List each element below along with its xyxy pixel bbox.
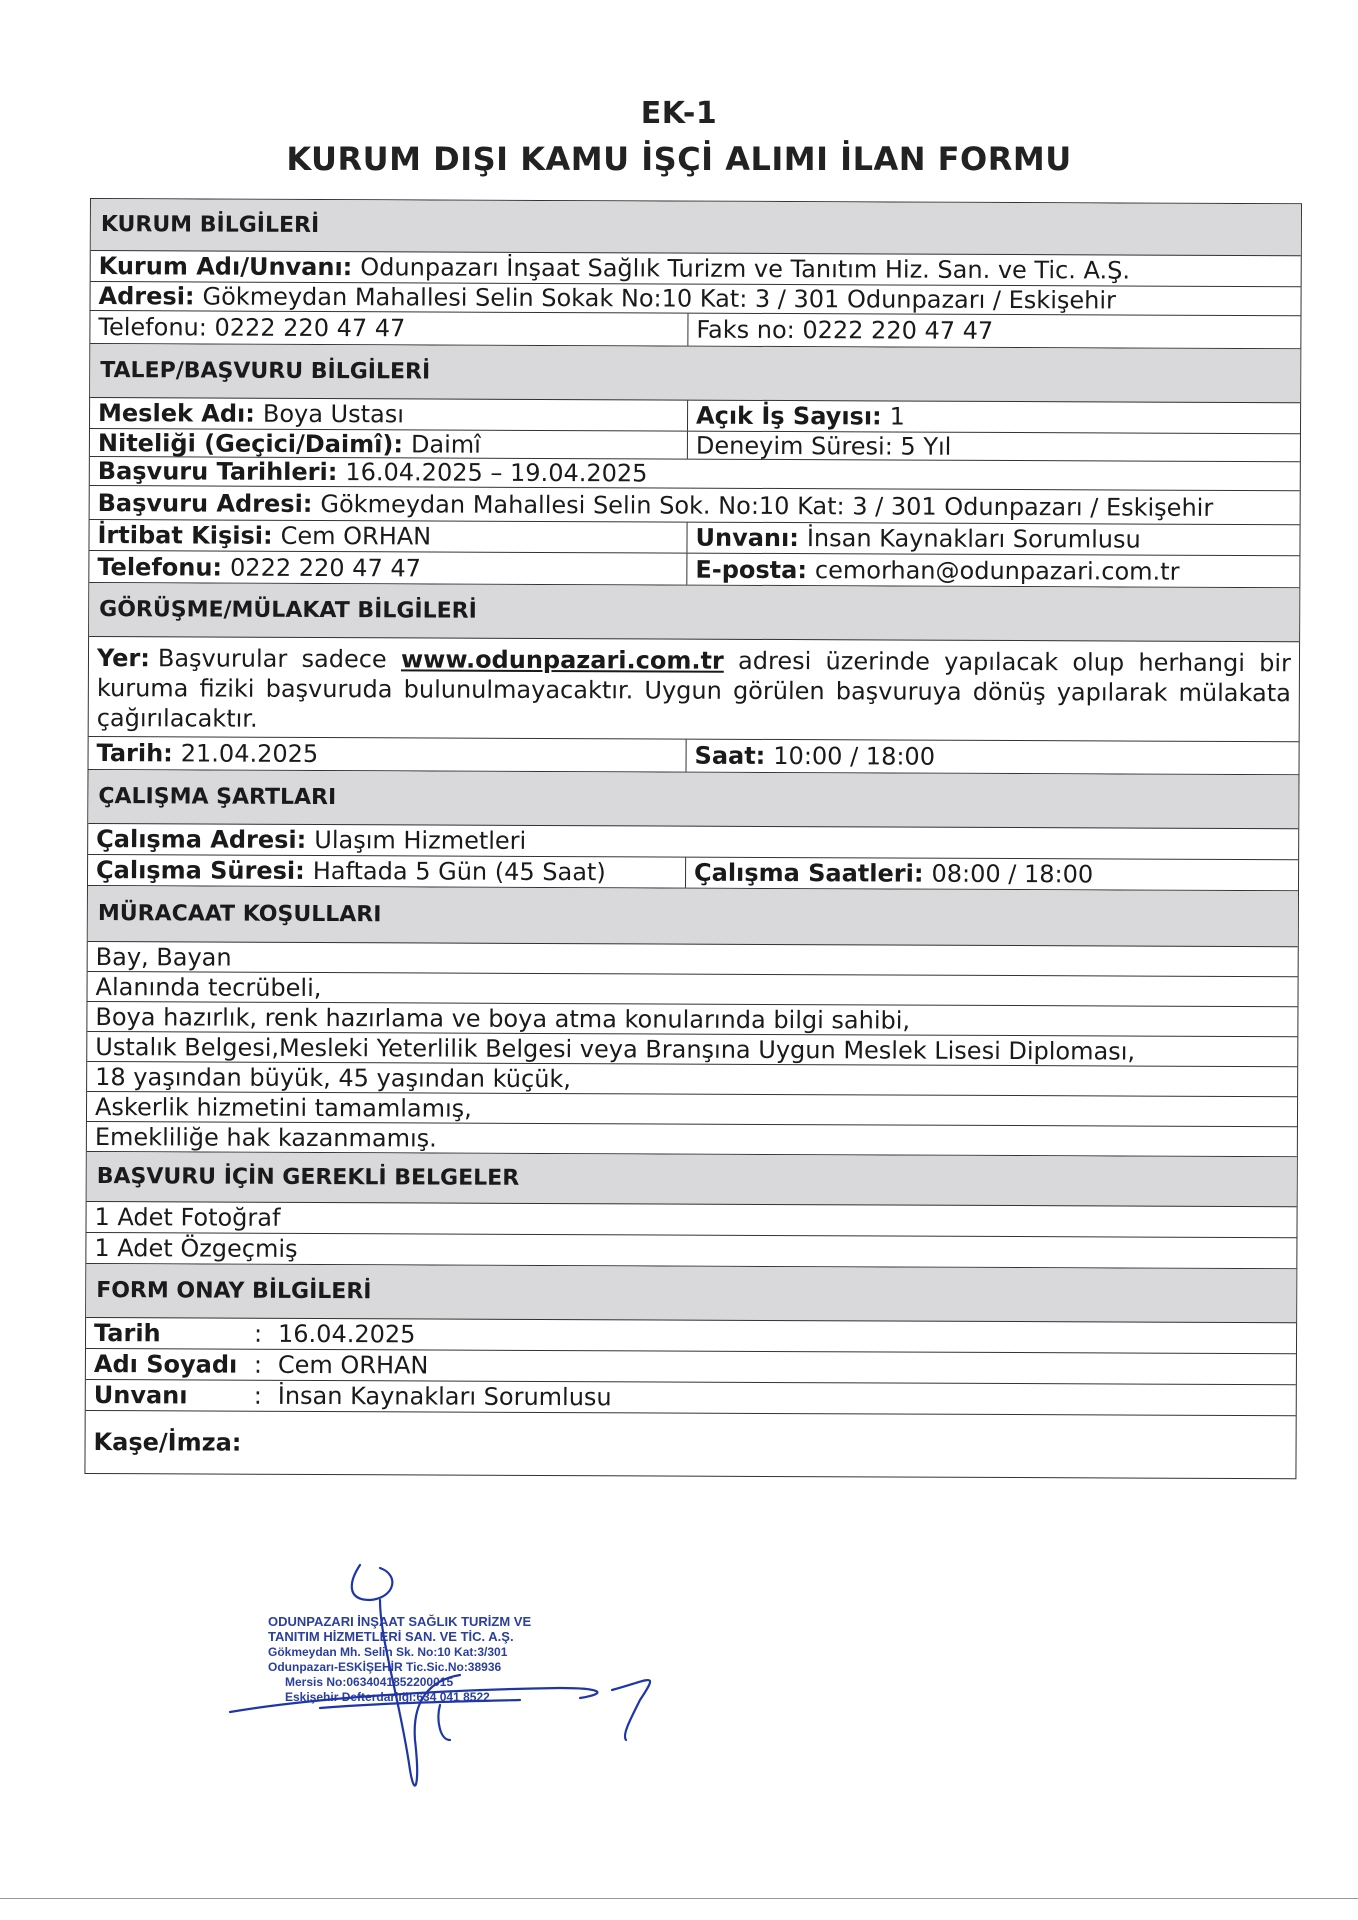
row-mulakat-tarih-saat bbox=[89, 737, 1299, 775]
mulakat-tarih-label: Tarih: bbox=[96, 739, 173, 768]
kurum-name-value: Odunpazarı İnşaat Sağlık Turizm ve Tanıtım Hiz. San. ve Tic. A.Ş. bbox=[360, 253, 1131, 285]
condition-text: 18 yaşından büyük, 45 yaşından küçük, bbox=[95, 1062, 572, 1093]
document-text: 1 Adet Özgeçmiş bbox=[94, 1234, 298, 1263]
calisma-saat-value: 08:00 / 18:00 bbox=[931, 859, 1094, 889]
irtibat-label: İrtibat Kişisi: bbox=[97, 521, 273, 550]
onay-unvan-value: İnsan Kaynakları Sorumlusu bbox=[277, 1381, 612, 1412]
section-calisma: ÇALIŞMA ŞARTLARI bbox=[88, 770, 1298, 829]
calisma-saat-label: Çalışma Saatleri: bbox=[694, 858, 924, 888]
section-belgeler: BAŞVURU İÇİN GEREKLİ BELGELER bbox=[87, 1152, 1297, 1207]
section-gorusme: GÖRÜŞME/MÜLAKAT BİLGİLERİ bbox=[89, 583, 1299, 642]
condition-text: Askerlik hizmetini tamamlamış, bbox=[94, 1092, 472, 1123]
telefon-value: 0222 220 47 47 bbox=[230, 553, 421, 582]
onay-unvan-label: Unvanı bbox=[93, 1381, 188, 1410]
section-onay: FORM ONAY BİLGİLERİ bbox=[86, 1264, 1296, 1323]
nitelik-label: Niteliği (Geçici/Daimî): bbox=[97, 429, 404, 458]
unvan-label: Unvanı: bbox=[695, 523, 799, 553]
basvuru-adres-value: Gökmeydan Mahallesi Selin Sok. No:10 Kat: 3 / 301 Odunpazarı / Eskişehir bbox=[320, 489, 1214, 522]
eposta-label: E-posta: bbox=[695, 555, 808, 584]
section-talep: TALEP/BAŞVURU BİLGİLERİ bbox=[90, 344, 1300, 403]
kurum-fax: Faks no: 0222 220 47 47 bbox=[696, 315, 994, 345]
meslek-value: Boya Ustası bbox=[262, 399, 405, 429]
document-text: 1 Adet Fotoğraf bbox=[94, 1203, 281, 1232]
form-code: EK-1 bbox=[640, 96, 718, 131]
onay-ad-label: Adı Soyadı bbox=[93, 1350, 238, 1379]
unvan-value: İnsan Kaynakları Sorumlusu bbox=[806, 524, 1141, 554]
calisma-adres-value: Ulaşım Hizmetleri bbox=[314, 825, 527, 855]
acik-is-label: Açık İş Sayısı: bbox=[695, 401, 882, 431]
row-kurum-phone-fax bbox=[90, 311, 1300, 349]
stamp-line-4: Odunpazarı-ESKİŞEHİR Tic.Sic.No:38936 bbox=[268, 1660, 502, 1674]
stamp-line-2: TANITIM HİZMETLERİ SAN. VE TİC. A.Ş. bbox=[268, 1629, 514, 1644]
yer-text-start: Başvurular sadece bbox=[157, 644, 387, 674]
condition-text: Ustalık Belgesi,Mesleki Yeterlilik Belgesi veya Branşına Uygun Meslek Lisesi Diploması, bbox=[95, 1032, 1136, 1066]
page-bottom-divider bbox=[0, 1898, 1358, 1899]
row-yer bbox=[89, 637, 1299, 742]
irtibat-value: Cem ORHAN bbox=[280, 521, 432, 551]
onay-ad-colon: : bbox=[253, 1350, 263, 1379]
section-muracaat: MÜRACAAT KOŞULLARI bbox=[88, 886, 1298, 947]
onay-tarih-colon: : bbox=[253, 1319, 263, 1348]
onay-unvan-colon: : bbox=[253, 1381, 262, 1410]
stamp-line-1: ODUNPAZARI İNŞAAT SAĞLIK TURİZM VE bbox=[268, 1614, 532, 1629]
row-kase-imza bbox=[85, 1411, 1295, 1478]
row-telefon-eposta bbox=[89, 551, 1299, 588]
eposta-value: cemorhan@odunpazari.com.tr bbox=[814, 555, 1180, 586]
kase-imza-area bbox=[285, 1412, 1295, 1478]
condition-text: Emekliliğe hak kazanmamış. bbox=[94, 1122, 437, 1153]
condition-text: Boya hazırlık, renk hazırlama ve boya atma konularında bilgi sahibi, bbox=[95, 1002, 911, 1035]
mulakat-tarih-value: 21.04.2025 bbox=[180, 739, 319, 769]
website-link[interactable]: www.odunpazari.com.tr bbox=[400, 645, 724, 675]
deneyim-value: Deneyim Süresi: 5 Yıl bbox=[695, 431, 952, 461]
kurum-address-value: Gökmeydan Mahallesi Selin Sokak No:10 Kat: 3 / 301 Odunpazarı / Eskişehir bbox=[202, 282, 1116, 315]
form-title: KURUM DIŞI KAMU İŞÇİ ALIMI İLAN FORMU bbox=[286, 140, 1072, 178]
signature-strokes bbox=[230, 1565, 650, 1786]
basvuru-tarih-label: Başvuru Tarihleri: bbox=[97, 457, 338, 487]
basvuru-tarih-value: 16.04.2025 – 19.04.2025 bbox=[345, 458, 648, 488]
stamp-line-6: Eskişehir Defterdarlığı:634 041 8522 bbox=[285, 1690, 490, 1704]
stamp-line-3: Gökmeydan Mh. Selin Sk. No:10 Kat:3/301 bbox=[268, 1645, 508, 1659]
stamp-line-5: Mersis No:0634041852200015 bbox=[285, 1675, 454, 1689]
basvuru-adres-label: Başvuru Adresi: bbox=[97, 488, 313, 518]
calisma-sure-value: Haftada 5 Gün (45 Saat) bbox=[312, 856, 606, 887]
yer-text-end: adresi üzerinde yapılacak olup herhangi bir kuruma fiziki başvuruda bulunulmayacaktır. Uygun görülen başvuruya dönüş yapılarak mülakata çağırılacaktır. bbox=[96, 646, 1292, 733]
kurum-address-label: Adresi: bbox=[98, 282, 195, 311]
kase-imza-label: Kaşe/İmza: bbox=[93, 1428, 242, 1457]
section-kurum: KURUM BİLGİLERİ bbox=[91, 199, 1301, 256]
row-basvuru-adres bbox=[90, 486, 1300, 525]
yer-label: Yer: bbox=[96, 644, 150, 673]
mulakat-saat-label: Saat: bbox=[694, 741, 766, 770]
calisma-adres-label: Çalışma Adresi: bbox=[96, 825, 307, 854]
calisma-sure-label: Çalışma Süresi: bbox=[96, 856, 305, 885]
meslek-label: Meslek Adı: bbox=[98, 399, 255, 428]
telefon-label: Telefonu: bbox=[97, 552, 223, 582]
acik-is-value: 1 bbox=[889, 402, 906, 431]
announcement-form bbox=[84, 198, 1302, 1479]
onay-tarih-value: 16.04.2025 bbox=[277, 1319, 416, 1349]
nitelik-value: Daimî bbox=[410, 429, 481, 459]
condition-text: Bay, Bayan bbox=[95, 942, 232, 972]
mulakat-saat-value: 10:00 / 18:00 bbox=[773, 741, 936, 771]
onay-ad-value: Cem ORHAN bbox=[277, 1350, 429, 1380]
condition-text: Alanında tecrübeli, bbox=[95, 972, 322, 1002]
kurum-phone: Telefonu: 0222 220 47 47 bbox=[98, 313, 406, 343]
onay-tarih-label: Tarih bbox=[93, 1319, 161, 1348]
kurum-name-label: Kurum Adı/Unvanı: bbox=[98, 252, 353, 282]
